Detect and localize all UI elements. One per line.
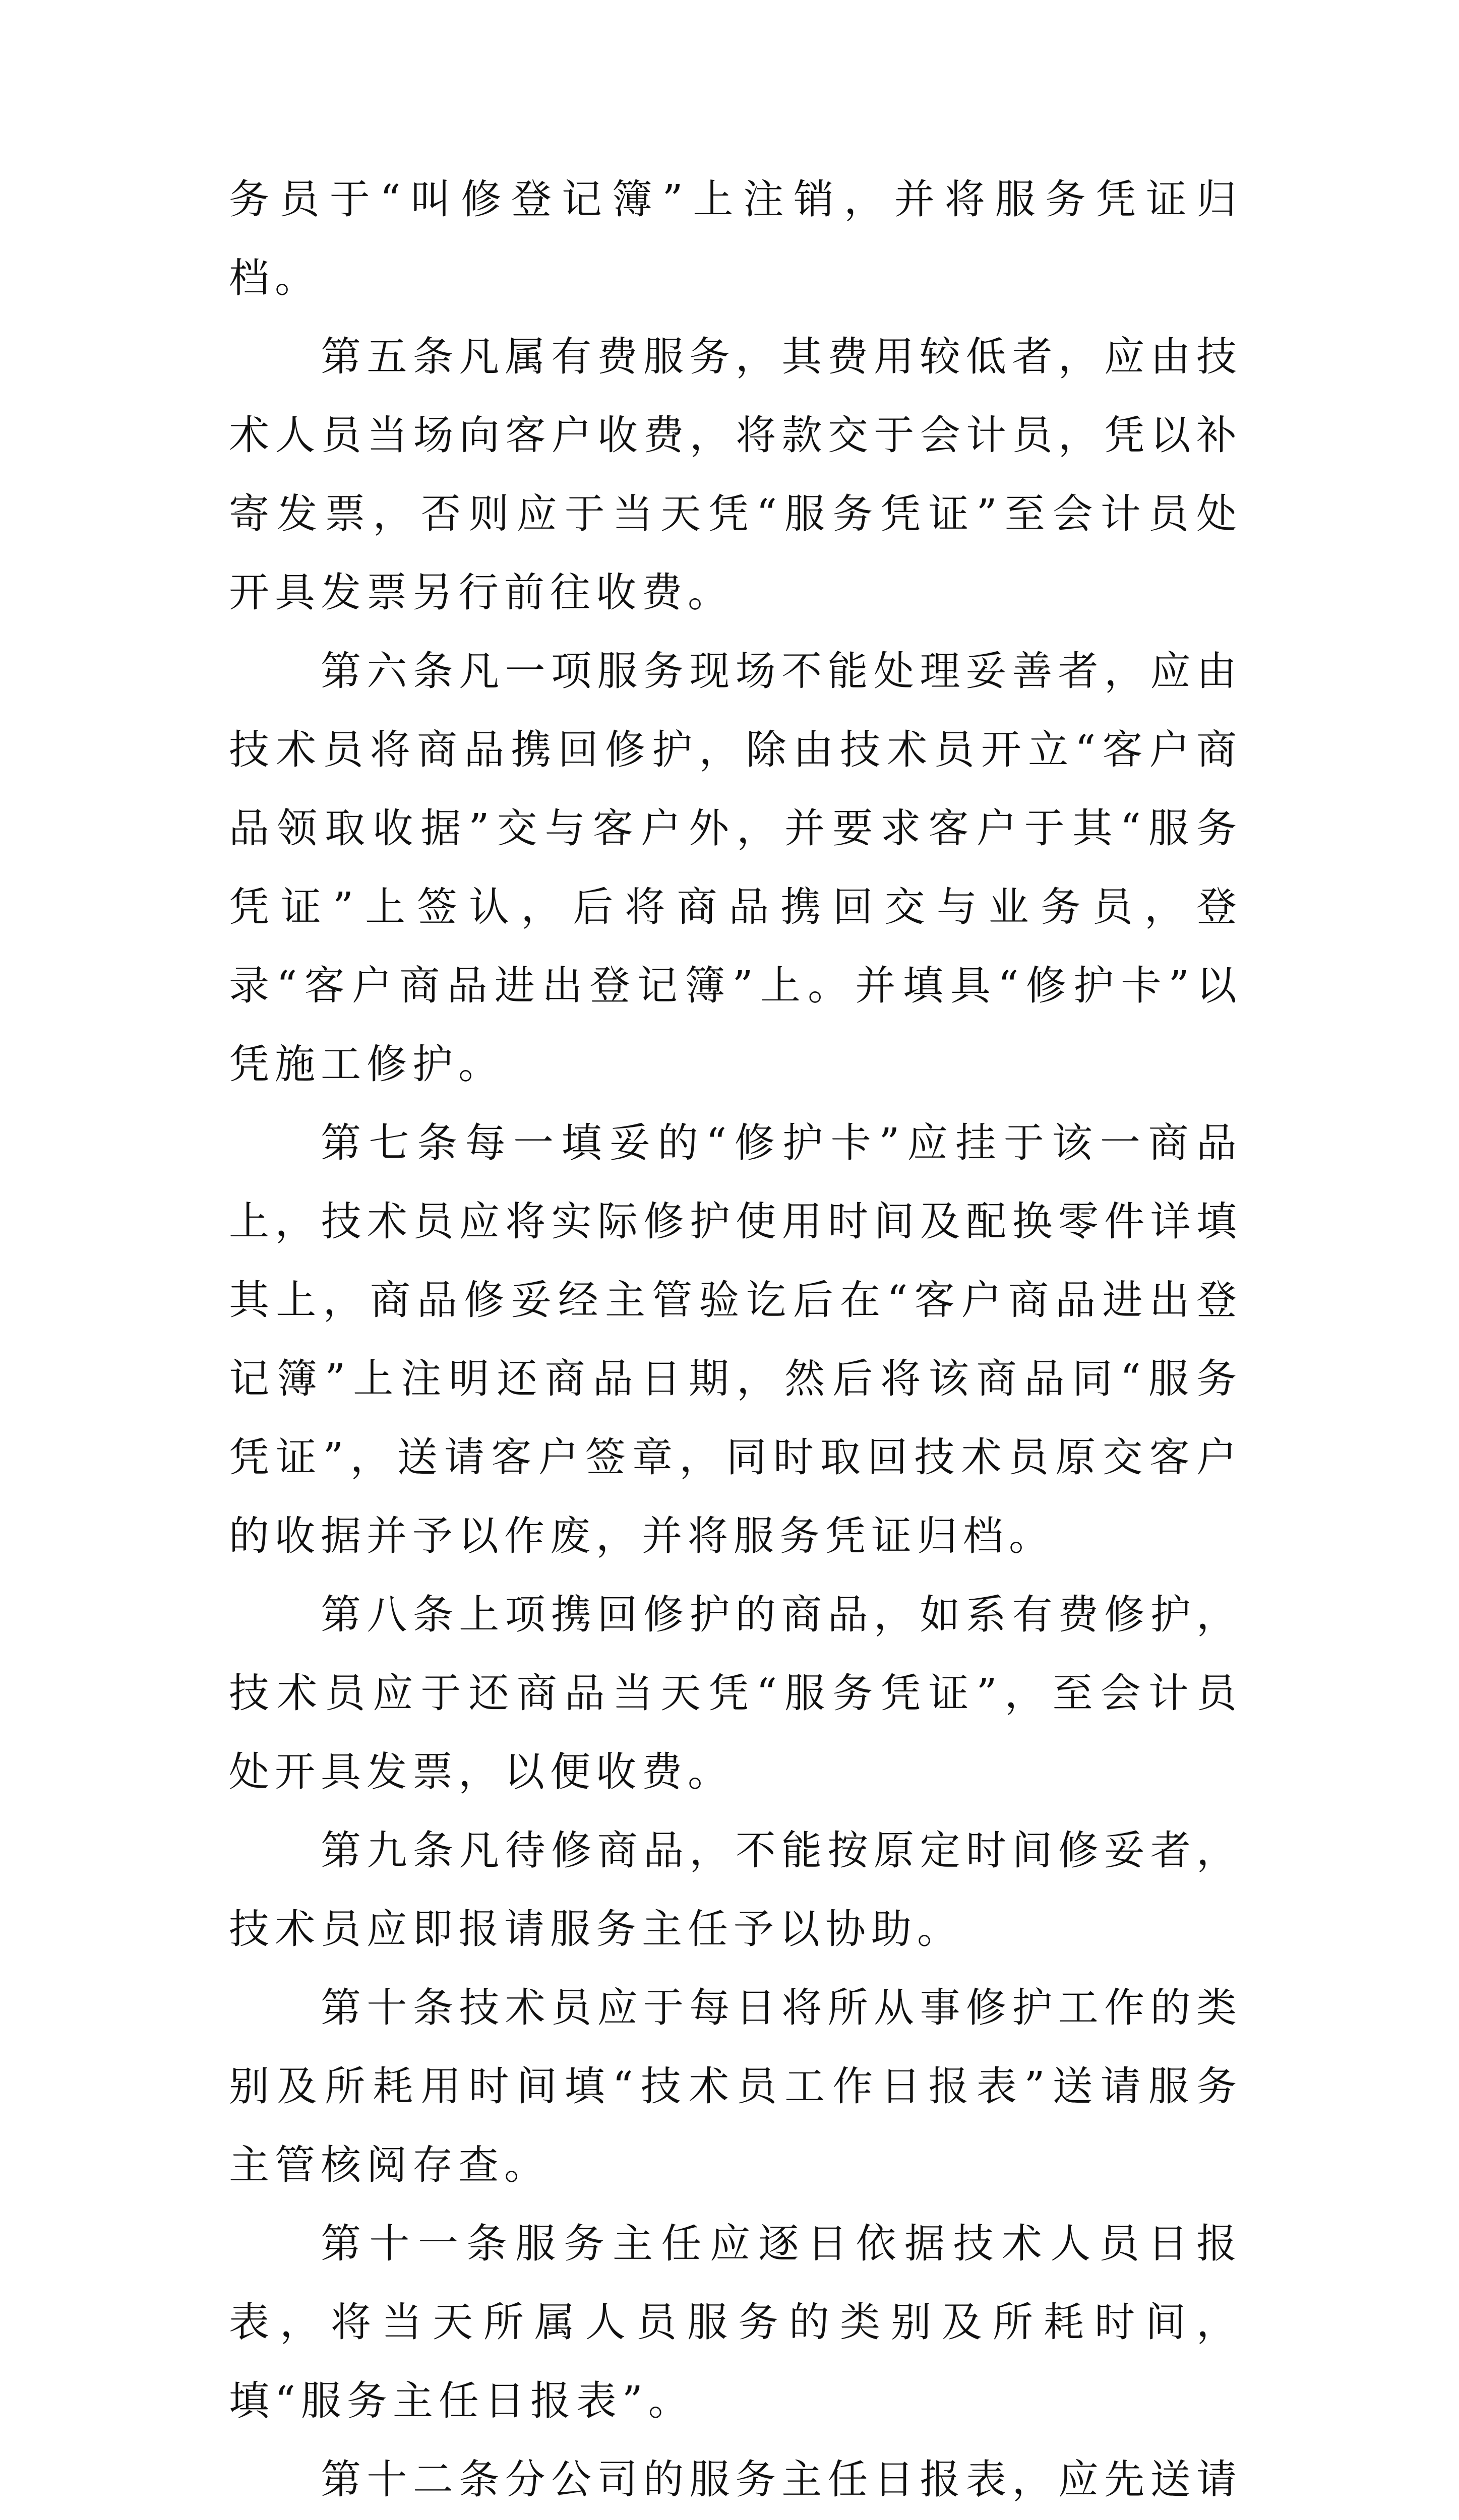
paragraph-continuation: 务员于“叫修登记簿”上注销，并将服务凭证归档。	[229, 176, 1242, 301]
paragraph-article-9: 第九条凡待修商品，不能按原定时间修妥者，技术员应即报请服务主任予以协助。	[229, 1827, 1242, 1952]
paragraph-article-5: 第五条凡属有费服务，其费用较低者，应由技术人员当场向客户收费，将款交于会计员，凭以补寄发票，否则应于当天凭“服务凭证”至会计员处开具发票另行前往收费。	[229, 333, 1242, 616]
paragraph-article-12: 第十二条分公司的服务主任日报表，应先送请	[321, 2456, 1242, 2503]
paragraph-article-6: 第六条凡一项服务现场不能处理妥善者，应由技术员将商品携回修护，除由技术员开立“客户商品领取收据”交与客户外，并要求客户于其“服务凭证”上签认，后将商品携回交与业务员，登录“客户商品进出登记簿”上。并填具“修护卡”以凭施工修护。	[229, 648, 1242, 1088]
paragraph-article-11: 第十一条服务主任应逐日依据技术人员日报表，将当天所属人员服务的类别及所耗时间，填“服务主任日报表”。	[229, 2220, 1242, 2424]
paragraph-article-7: 第七条每一填妥的“修护卡”应挂于该一商品上，技术员应将实际修护使用时间及配换零件详填其上，商品修妥经主管验讫后在“客户商品进出登记簿”上注明还商品日期，然后将该商品同“服务凭证”，送请客户签章，同时取回技术员原交客户的收据并予以作废，并将服务凭证归档。	[229, 1119, 1242, 1559]
paragraph-article-8: 第八条上项携回修护的商品，如系有费修护，技术员应于还商品当天凭“服务凭证”，至会计员处开具发票，以便收费。	[229, 1591, 1242, 1795]
paragraph-article-10: 第十条技术员应于每日将所从事修护工作的类别及所耗用时间填“技术员工作日报表”送请服务主管核阅存查。	[229, 1984, 1242, 2188]
body-text	[229, 160, 1242, 2520]
